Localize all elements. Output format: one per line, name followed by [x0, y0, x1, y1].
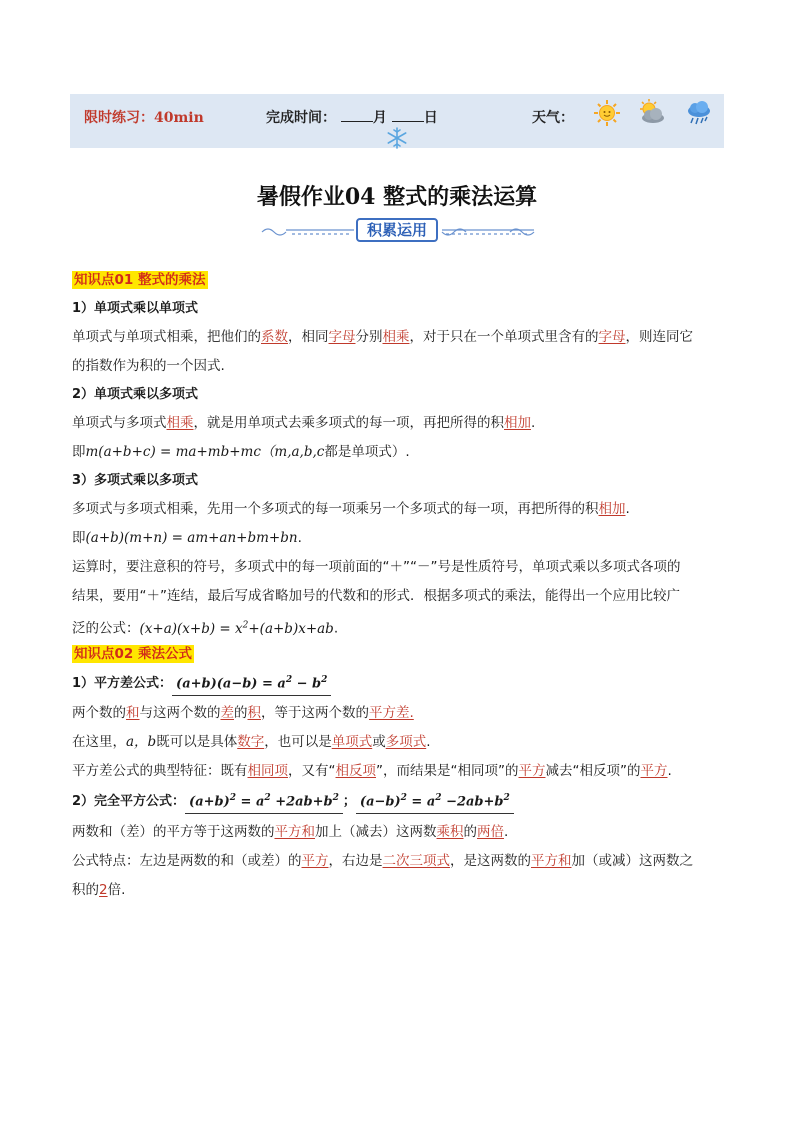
sunny-icon[interactable] [592, 98, 622, 128]
paragraph: 积的2倍. [72, 882, 126, 898]
time-limit-value: 40min [154, 110, 204, 126]
rain-cloud-icon[interactable] [684, 98, 714, 128]
paragraph: 两个数的和与这两个数的差的积，等于这两个数的平方差. [72, 705, 414, 721]
paragraph: 平方差公式的典型特征：既有相同项，又有“相反项”，而结果是“相同项”的平方减去“相反项”的平方. [72, 763, 672, 779]
knowledge-point-02-heading [72, 640, 724, 669]
knowledge-tag: 知识点01 整式的乘法 [74, 272, 206, 288]
formula: (a+b)(m+n) = am+an+bm+bn [85, 530, 298, 546]
paragraph: 多项式与多项式相乘，先用一个多项式的每一项乘另一个多项式的每一项，再把所得的积相加. [72, 501, 630, 517]
formula-line: 即m(a+b+c) = ma+mb+mc（m,a,b,c都是单项式）. [72, 444, 410, 460]
paragraph: 两数和（差）的平方等于这两数的平方和加上（减去）这两数乘积的两倍. [72, 824, 509, 840]
difference-of-squares-formula: $(a+b)(a-b) = a^2 - b^2$ [172, 670, 331, 696]
perfect-square-sum-formula: $(a+b)^2 = a^2 +2ab+b^2$ [185, 788, 343, 814]
subsection-title: 2）完全平方公式： $(a+b)^2 = a^2 +2ab+b^2$ ； $(a-b)^2 = a^2 -2ab+b^2$ [72, 786, 724, 818]
paragraph: 公式特点：左边是两数的和（或差）的平方，右边是二次三项式，是这两数的平方和加（或减）这两数之 [72, 853, 693, 869]
page-title: 暑假作业04 整式的乘法运算 [256, 184, 538, 210]
paragraph: 结果，要用“＋”连结，最后写成省略加号的代数和的形式．根据多项式的乘法，能得出一个应用比较广 [72, 588, 680, 604]
paragraph: 运算时，要注意积的符号，多项式中的每一项前面的“＋”“－”号是性质符号，单项式乘以多项式各项的 [72, 559, 681, 575]
day-blank[interactable] [392, 109, 424, 122]
weather-label: 天气： [532, 110, 574, 126]
perfect-square-difference-formula: $(a-b)^2 = a^2 -2ab+b^2$ [356, 788, 514, 814]
formula: m(a+b+c) = ma+mb+mc [85, 444, 261, 460]
formula: $(x+a)(x+b) = x^2+(a+b)x+ab$ [139, 620, 334, 637]
month-label: 月 [372, 110, 387, 126]
formula-line: 即(a+b)(m+n) = am+an+bm+bn. [72, 530, 302, 546]
paragraph: 单项式与多项式相乘，就是用单项式去乘多项式的每一项，再把所得的积相加. [72, 415, 536, 431]
knowledge-point-01-heading [72, 266, 724, 295]
day-label: 日 [423, 110, 438, 126]
formula-line: 泛的公式：$(x+a)(x+b) = x^2+(a+b)x+ab$. [72, 620, 339, 637]
paragraph: 的指数作为积的一个因式. [72, 358, 225, 374]
subsection-title: 1）平方差公式： $(a+b)(a-b) = a^2 - b^2$ [72, 669, 724, 699]
banner-label: 积累运用 [356, 218, 438, 242]
subsection-title: 3）多项式乘以多项式 [72, 473, 199, 488]
subsection-title: 2）单项式乘以多项式 [72, 387, 199, 402]
subsection-title: 1）单项式乘以单项式 [72, 301, 199, 316]
time-limit [84, 107, 204, 127]
paragraph: 单项式与单项式相乘，把他们的系数，相同字母分别相乘，对于只在一个单项式里含有的字母，则连同它 [72, 329, 693, 345]
knowledge-tag: 知识点02 乘法公式 [74, 646, 192, 662]
header-band [70, 94, 724, 148]
completion-time-label: 完成时间： [266, 110, 336, 126]
paragraph: 在这里，a，b既可以是具体数字，也可以是单项式或多项式. [72, 734, 431, 750]
time-limit-label: 限时练习： [84, 110, 154, 126]
month-blank[interactable] [341, 109, 373, 122]
completion-time [266, 107, 438, 127]
partly-cloudy-icon[interactable] [636, 98, 666, 128]
content [72, 266, 724, 905]
snowflake-icon[interactable] [386, 127, 408, 149]
